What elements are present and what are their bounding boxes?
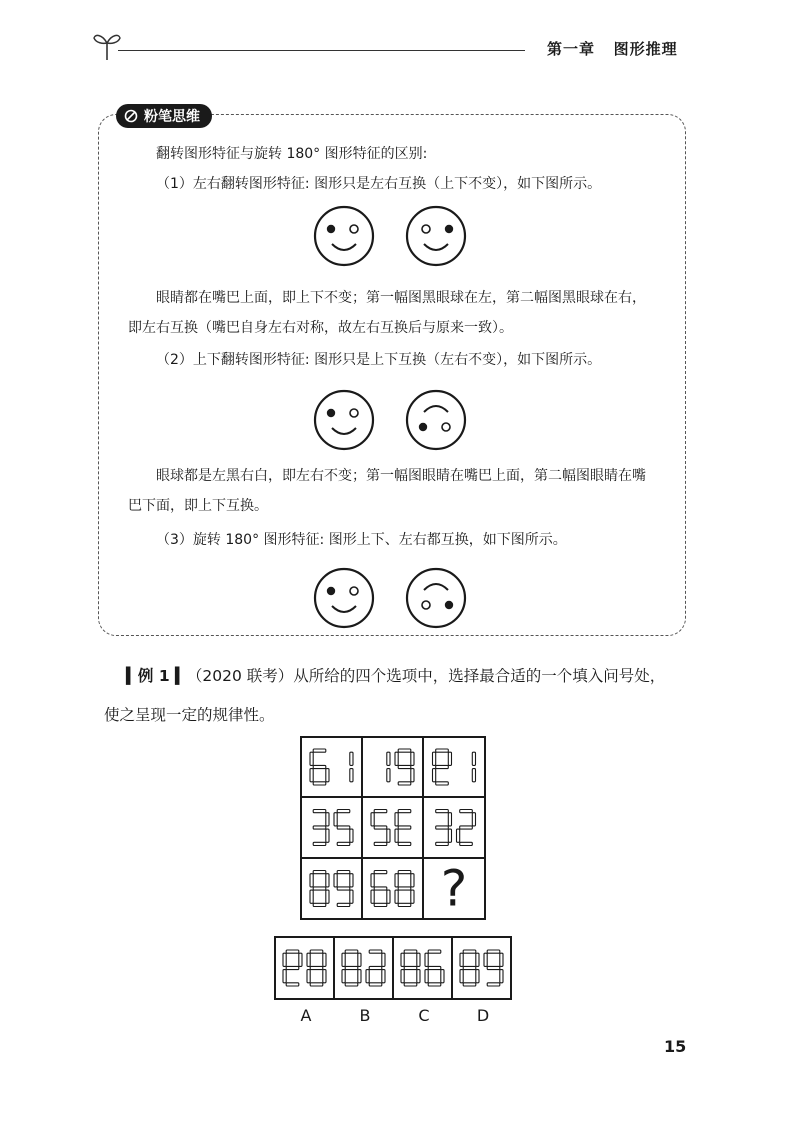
- note-intro: 翻转图形特征与旋转 180° 图形特征的区别:: [156, 146, 428, 162]
- segment-g: [398, 765, 411, 768]
- segment-e: [457, 829, 460, 842]
- section1-desc-line1: 眼睛都在嘴巴上面，即上下不变；第一幅图黑眼球在左，第二幅图黑眼球在右，: [156, 290, 646, 306]
- option-label-d[interactable]: D: [476, 1006, 490, 1025]
- segment-f: [310, 874, 313, 887]
- segment-a: [460, 810, 473, 813]
- segment-a: [436, 749, 449, 752]
- segment-d: [374, 842, 387, 845]
- segment-e: [283, 970, 286, 983]
- segment-c: [326, 829, 329, 842]
- segment-c: [358, 970, 361, 983]
- segment-g: [313, 765, 326, 768]
- segment-g: [436, 765, 449, 768]
- segment-g: [436, 826, 449, 829]
- segment-c: [500, 970, 503, 983]
- segment-g: [313, 826, 326, 829]
- segment-b: [448, 752, 451, 765]
- example-source: （2020 联考）: [186, 667, 294, 685]
- segment-c: [326, 769, 329, 782]
- segment-a: [337, 871, 350, 874]
- face-icon: [404, 388, 468, 452]
- segment-d: [428, 983, 441, 986]
- section2-desc-line2: 巴下面，即上下互换。: [128, 498, 268, 514]
- segment-c: [387, 890, 390, 903]
- segment-g: [310, 966, 323, 969]
- segment-e: [371, 890, 374, 903]
- note-tag-label: 粉笔思维: [144, 109, 200, 125]
- section3-title: （3）旋转 180° 图形特征: 图形上下、左右都互换，如下图所示。: [156, 532, 567, 548]
- segment-a: [436, 810, 449, 813]
- segment-g: [487, 966, 500, 969]
- face-icon: [404, 204, 468, 268]
- segment-f: [484, 953, 487, 966]
- segment-g: [398, 887, 411, 890]
- segment-d: [436, 782, 449, 785]
- segment-g: [286, 966, 299, 969]
- segment-a: [337, 810, 350, 813]
- segment-e: [366, 970, 369, 983]
- segment-d: [460, 842, 473, 845]
- segment-a: [398, 749, 411, 752]
- segment-e: [310, 890, 313, 903]
- segment-e: [395, 890, 398, 903]
- header-rule: [118, 50, 525, 51]
- segment-a: [398, 810, 411, 813]
- segment-g: [398, 826, 411, 829]
- segment-e: [395, 829, 398, 842]
- section2-desc-line1: 眼球都是左黑右白，即左右不变；第一幅图眼睛在嘴巴上面，第二幅图眼睛在嘴: [156, 468, 646, 484]
- section1-desc-line2: 即左右互换（嘴巴自身左右对称，故左右互换后与原来一致）。: [128, 320, 513, 336]
- segment-d: [345, 983, 358, 986]
- segment-d: [313, 782, 326, 785]
- segment-g: [337, 887, 350, 890]
- segment-c: [476, 970, 479, 983]
- segment-d: [369, 983, 382, 986]
- segment-b: [448, 813, 451, 826]
- segment-d: [313, 903, 326, 906]
- note-tag: [116, 104, 212, 128]
- segment-c: [417, 970, 420, 983]
- segment-c: [382, 970, 385, 983]
- segment-f: [395, 752, 398, 765]
- segment-g: [337, 826, 350, 829]
- segment-d: [463, 983, 476, 986]
- example-text-line1: 从所给的四个选项中，选择最合适的一个填入问号处，: [293, 667, 666, 685]
- segment-a: [313, 810, 326, 813]
- segment-d: [337, 903, 350, 906]
- segment-g: [345, 966, 358, 969]
- segment-f: [283, 953, 286, 966]
- segment-a: [374, 871, 387, 874]
- puzzle-cell: [441, 860, 468, 918]
- segment-d: [398, 782, 411, 785]
- face-icon: [312, 388, 376, 452]
- segment-b: [417, 953, 420, 966]
- segment-g: [428, 966, 441, 969]
- example-line1: [126, 664, 665, 686]
- segment-a: [286, 950, 299, 953]
- segment-e: [310, 769, 313, 782]
- segment-e: [460, 970, 463, 983]
- segment-c: [411, 890, 414, 903]
- segment-g: [404, 966, 417, 969]
- question-mark: ?: [440, 859, 468, 918]
- segment-d: [404, 983, 417, 986]
- segment-a: [487, 950, 500, 953]
- option-label-a[interactable]: A: [300, 1006, 312, 1025]
- segment-d: [487, 983, 500, 986]
- segment-d: [337, 842, 350, 845]
- segment-e: [433, 769, 436, 782]
- segment-d: [398, 842, 411, 845]
- segment-a: [313, 871, 326, 874]
- segment-b: [350, 752, 353, 765]
- chapter-title: 第一章 图形推理: [547, 40, 678, 58]
- segment-f: [433, 752, 436, 765]
- no-sign-icon: [124, 109, 138, 123]
- segment-b: [411, 752, 414, 765]
- segment-b: [323, 953, 326, 966]
- segment-b: [326, 874, 329, 887]
- face-icon: [404, 566, 468, 630]
- example-text-line2: 使之呈现一定的规律性。: [104, 706, 275, 724]
- segment-e: [307, 970, 310, 983]
- segment-b: [299, 953, 302, 966]
- segment-a: [313, 749, 326, 752]
- segment-e: [342, 970, 345, 983]
- segment-b: [411, 874, 414, 887]
- segment-f: [395, 813, 398, 826]
- face-icon: [312, 204, 376, 268]
- segment-b: [500, 953, 503, 966]
- segment-c: [387, 829, 390, 842]
- segment-b: [358, 953, 361, 966]
- segment-g: [369, 966, 382, 969]
- segment-d: [436, 842, 449, 845]
- segment-g: [313, 887, 326, 890]
- segment-c: [411, 769, 414, 782]
- segment-c: [323, 970, 326, 983]
- puzzle-grid: [300, 736, 486, 920]
- segment-f: [371, 813, 374, 826]
- segment-b: [472, 752, 475, 765]
- segment-b: [472, 813, 475, 826]
- segment-a: [428, 950, 441, 953]
- example-tag: ▍例 1 ▍: [126, 667, 187, 685]
- segment-g: [374, 826, 387, 829]
- segment-e: [425, 970, 428, 983]
- segment-c: [350, 890, 353, 903]
- segment-c: [350, 829, 353, 842]
- segment-c: [472, 769, 475, 782]
- segment-b: [387, 752, 390, 765]
- segment-d: [374, 903, 387, 906]
- face-icon: [312, 566, 376, 630]
- segment-f: [371, 874, 374, 887]
- segment-a: [369, 950, 382, 953]
- segment-c: [387, 769, 390, 782]
- segment-a: [463, 950, 476, 953]
- segment-f: [334, 874, 337, 887]
- segment-a: [345, 950, 358, 953]
- segment-a: [374, 810, 387, 813]
- sprout-icon: [92, 28, 122, 62]
- segment-a: [310, 950, 323, 953]
- segment-g: [463, 966, 476, 969]
- segment-f: [425, 953, 428, 966]
- segment-b: [326, 813, 329, 826]
- segment-f: [310, 752, 313, 765]
- segment-a: [398, 871, 411, 874]
- segment-b: [476, 953, 479, 966]
- section2-title: （2）上下翻转图形特征: 图形只是上下互换（左右不变），如下图所示。: [156, 352, 602, 368]
- segment-d: [398, 903, 411, 906]
- section1-title: （1）左右翻转图形特征: 图形只是左右互换（上下不变），如下图所示。: [156, 176, 602, 192]
- option-label-b[interactable]: B: [359, 1006, 371, 1025]
- segment-f: [401, 953, 404, 966]
- segment-f: [460, 953, 463, 966]
- segment-g: [460, 826, 473, 829]
- segment-c: [350, 769, 353, 782]
- options-strip: [274, 936, 512, 1000]
- segment-c: [326, 890, 329, 903]
- segment-e: [401, 970, 404, 983]
- segment-d: [313, 842, 326, 845]
- segment-c: [448, 829, 451, 842]
- segment-f: [334, 813, 337, 826]
- segment-f: [395, 874, 398, 887]
- segment-g: [374, 887, 387, 890]
- option-label-c[interactable]: C: [418, 1006, 430, 1025]
- segment-b: [350, 874, 353, 887]
- segment-f: [307, 953, 310, 966]
- segment-b: [382, 953, 385, 966]
- page-number: 15: [664, 1037, 687, 1056]
- segment-c: [441, 970, 444, 983]
- segment-d: [286, 983, 299, 986]
- segment-a: [404, 950, 417, 953]
- segment-f: [342, 953, 345, 966]
- segment-d: [310, 983, 323, 986]
